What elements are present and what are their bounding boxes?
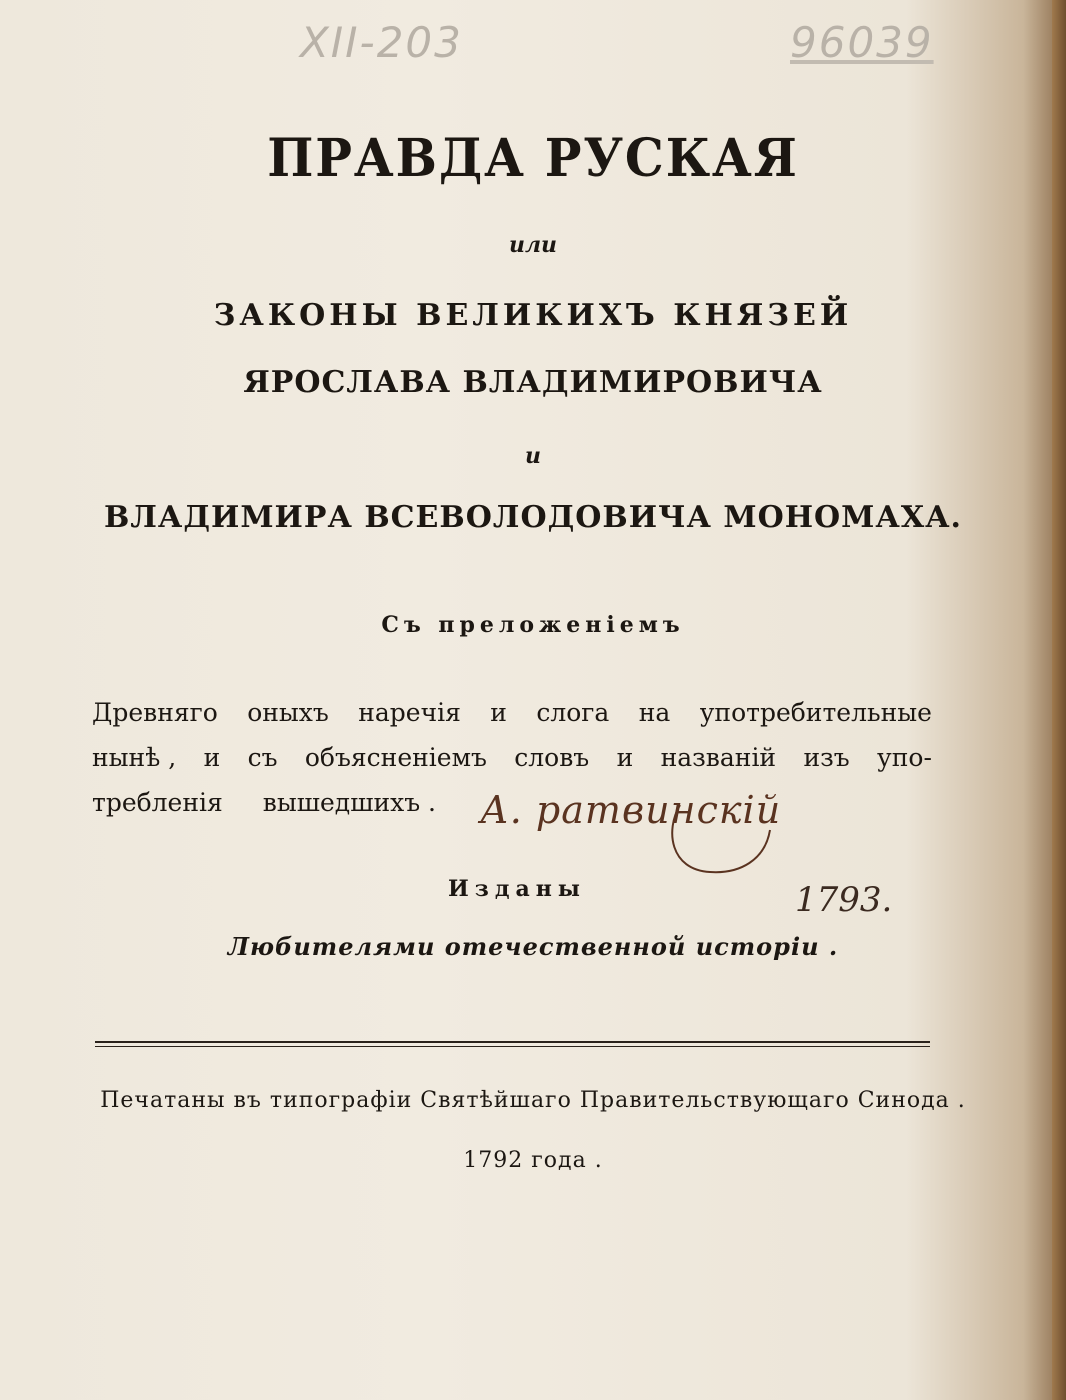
paragraph-word: названiй xyxy=(660,743,777,772)
paragraph-word: и xyxy=(490,698,507,727)
paragraph-word: объясненiемъ xyxy=(304,743,487,772)
paragraph-row-2 xyxy=(92,735,932,780)
book-title: ПРАВДА РУСКАЯ xyxy=(267,128,799,189)
subtitle-connector-i: и xyxy=(525,443,541,469)
paragraph-word: и xyxy=(616,743,634,772)
paragraph-word: вышедшихъ . xyxy=(262,788,437,817)
paragraph-word: словъ xyxy=(514,743,590,772)
divider-rule-thin xyxy=(95,1046,930,1047)
paragraph-word: слога xyxy=(536,698,610,727)
paragraph-word: употребительные xyxy=(699,698,932,727)
subtitle-yaroslav-line: ЯРОСЛАВА ВЛАДИМИРОВИЧА xyxy=(243,365,823,400)
prelozhenie-heading: Съ преложенiемъ xyxy=(381,612,685,638)
pencil-shelfmark-right: 96039 xyxy=(790,18,934,67)
subtitle-laws-line: ЗАКОНЫ ВЕЛИКИХЪ КНЯЗЕЙ xyxy=(213,298,853,333)
paragraph-word: оныхъ xyxy=(247,698,329,727)
handwritten-signature: А. ратвинскiй xyxy=(480,788,782,832)
paragraph-word: требленiя xyxy=(92,788,223,817)
divider-rule xyxy=(95,1041,930,1043)
paragraph-word: наречiя xyxy=(358,698,461,727)
paragraph-word: Древняго xyxy=(92,698,218,727)
signature-flourish xyxy=(660,800,780,880)
paragraph-row-1 xyxy=(92,690,932,735)
izdany-label: Изданы xyxy=(448,876,586,902)
paragraph-word: съ xyxy=(247,743,278,772)
subtitle-vladimir-line: ВЛАДИМИРА ВСЕВОЛОДОВИЧА МОНОМАХА. xyxy=(104,500,962,535)
pencil-shelfmark-left: ХII-203 xyxy=(300,18,463,67)
imprint-line: Печатаны въ типографiи Святѣйшаго Правительствующаго Синода . xyxy=(100,1088,966,1113)
subtitle-connector-ili: или xyxy=(508,232,558,258)
paragraph-word: нынѣ , xyxy=(92,743,177,772)
paragraph-word: на xyxy=(638,698,671,727)
paragraph-word: и xyxy=(203,743,221,772)
handwritten-year: 1793. xyxy=(795,880,893,920)
paragraph-word: изъ xyxy=(803,743,850,772)
publisher-line: Любителями отечественной исторiи . xyxy=(227,932,839,961)
book-spine-edge xyxy=(1052,0,1066,1400)
imprint-year: 1792 года . xyxy=(463,1148,603,1173)
paragraph-word: упо- xyxy=(877,743,932,772)
